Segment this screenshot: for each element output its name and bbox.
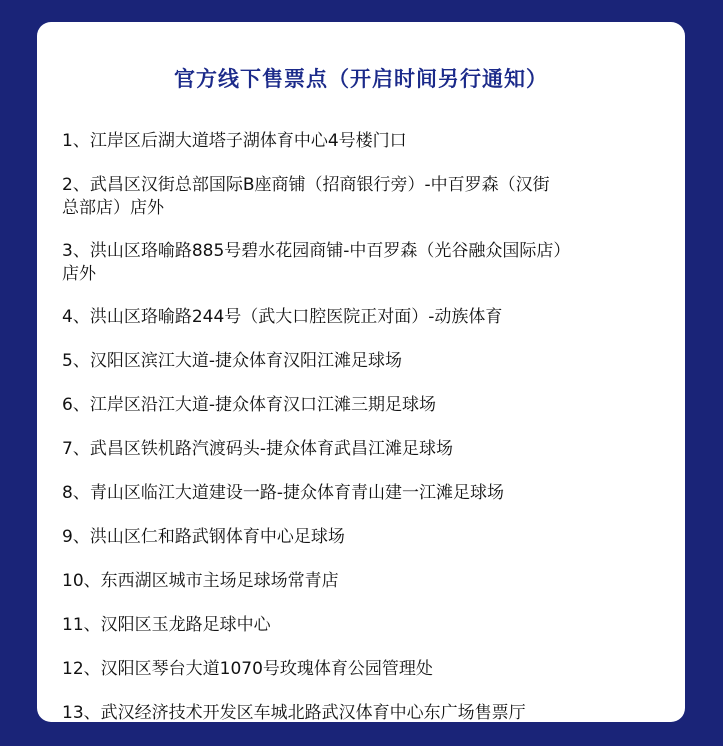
list-item: 11、汉阳区玉龙路足球中心 bbox=[62, 615, 271, 635]
list-item: 5、汉阳区滨江大道-捷众体育汉阳江滩足球场 bbox=[62, 351, 402, 371]
ticket-outlet-list bbox=[62, 130, 661, 746]
list-item: 12、汉阳区琴台大道1070号玫瑰体育公园管理处 bbox=[62, 659, 433, 679]
ticket-outlets-card bbox=[37, 22, 685, 722]
list-item: 1、江岸区后湖大道塔子湖体育中心4号楼门口 bbox=[62, 131, 407, 151]
list-item: 7、武昌区铁机路汽渡码头-捷众体育武昌江滩足球场 bbox=[62, 439, 453, 459]
list-item: 4、洪山区珞喻路244号（武大口腔医院正对面）-动族体育 bbox=[62, 307, 503, 327]
list-item: 9、洪山区仁和路武钢体育中心足球场 bbox=[62, 527, 345, 547]
list-item: 10、东西湖区城市主场足球场常青店 bbox=[62, 571, 339, 591]
list-item: 2、武昌区汉街总部国际B座商铺（招商银行旁）-中百罗森（汉街 总部店）店外 bbox=[62, 175, 550, 218]
list-item: 13、武汉经济技术开发区车城北路武汉体育中心东广场售票厅 bbox=[62, 703, 526, 723]
list-item: 6、江岸区沿江大道-捷众体育汉口江滩三期足球场 bbox=[62, 395, 436, 415]
list-item: 8、青山区临江大道建设一路-捷众体育青山建一江滩足球场 bbox=[62, 483, 504, 503]
card-title: 官方线下售票点（开启时间另行通知） bbox=[174, 67, 548, 91]
list-item: 3、洪山区珞喻路885号碧水花园商铺-中百罗森（光谷融众国际店） 店外 bbox=[62, 241, 571, 284]
